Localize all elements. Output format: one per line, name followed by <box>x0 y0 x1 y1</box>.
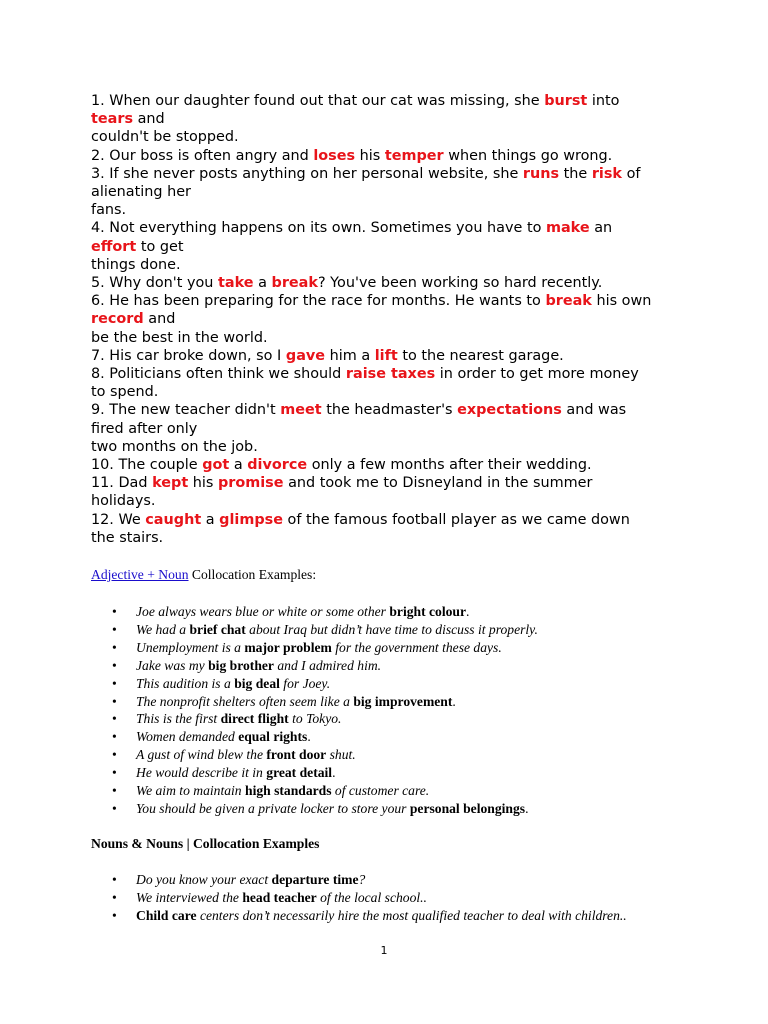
bullet-icon: • <box>112 783 117 799</box>
example-text: Do you know your exact <box>136 872 272 887</box>
example-text: This audition is a <box>136 675 235 691</box>
sentence-line <box>91 329 691 347</box>
example-list-item <box>112 764 538 782</box>
bullet-icon: • <box>112 765 117 781</box>
sentence-line <box>91 219 691 237</box>
sentence-text: ? You've been working so hard recently. <box>317 275 603 292</box>
sentence-text: only a few months after their wedding. <box>307 457 592 474</box>
example-punctuation: . <box>307 729 311 745</box>
sentence-text: a <box>229 457 248 474</box>
sentence-line <box>91 274 691 292</box>
sentence-item <box>91 92 691 147</box>
sentence-text: of <box>622 165 641 182</box>
example-list-item <box>112 782 538 800</box>
example-text: He would describe it in <box>136 765 267 781</box>
collocation-phrase: equal rights <box>238 729 308 745</box>
bullet-icon: • <box>112 907 117 923</box>
adjective-noun-heading-text: Collocation Examples: <box>188 567 317 582</box>
example-list-item <box>112 693 538 711</box>
sentence-line <box>91 128 691 146</box>
collocation-phrase: bright colour <box>389 604 467 619</box>
page-number: 1 <box>380 944 388 957</box>
sentence-text: two months on the job. <box>91 438 258 455</box>
example-list-item <box>112 907 627 925</box>
sentence-item <box>91 365 691 401</box>
example-text: We interviewed the <box>136 889 243 905</box>
collocation-highlight: break <box>545 293 592 310</box>
adjective-noun-link[interactable]: Adjective + Noun <box>91 567 189 582</box>
bullet-icon: • <box>112 889 117 905</box>
sentence-text: 11. Dad <box>91 475 153 492</box>
collocation-phrase: head teacher <box>242 889 317 905</box>
sentence-line <box>91 474 691 492</box>
collocation-highlight: gave <box>285 347 326 364</box>
sentence-line <box>91 201 691 219</box>
collocation-phrase: front door <box>266 747 327 763</box>
bullet-icon: • <box>112 729 117 745</box>
sentence-text: and <box>143 311 176 328</box>
collocation-highlight: caught <box>145 511 202 528</box>
adjective-noun-heading <box>91 567 316 583</box>
collocation-highlight: break <box>271 275 318 292</box>
sentence-line <box>91 420 691 438</box>
collocation-highlight: got <box>202 457 230 474</box>
example-text: The nonprofit shelters often seem like a <box>136 693 354 709</box>
sentence-item <box>91 147 691 165</box>
sentence-text: be the best in the world. <box>91 329 268 346</box>
collocation-phrase: brief chat <box>189 621 246 637</box>
sentence-text: and was <box>561 402 627 419</box>
sentence-text: and <box>133 111 165 128</box>
sentence-text: his <box>355 147 385 164</box>
sentence-text: his <box>188 475 218 492</box>
sentence-text: his own <box>591 293 652 310</box>
sentence-text: into <box>587 93 620 109</box>
sentence-item <box>91 165 691 220</box>
sentence-line <box>91 147 691 165</box>
example-list-item <box>112 657 538 675</box>
sentence-line <box>91 383 691 401</box>
sentence-item <box>91 292 691 347</box>
sentence-line <box>91 92 691 110</box>
sentence-line <box>91 310 691 328</box>
sentence-line <box>91 110 691 128</box>
sentence-text: 1. When our daughter found out that our cat was missing, she <box>91 93 545 109</box>
example-text: for the government these days. <box>331 639 502 655</box>
sentence-item <box>91 474 691 510</box>
sentence-text: 5. Why don't you <box>91 275 218 292</box>
collocation-highlight: loses <box>313 147 356 164</box>
example-list-item <box>112 639 538 657</box>
bullet-icon: • <box>112 675 117 691</box>
example-text: ? <box>358 872 366 887</box>
sentence-text: a <box>201 511 220 528</box>
example-list-item <box>112 621 538 639</box>
sentence-text: a <box>253 275 272 292</box>
sentence-line <box>91 292 691 310</box>
example-text: for Joey. <box>279 675 331 691</box>
collocation-highlight: runs <box>522 165 560 182</box>
collocation-phrase: great detail <box>266 765 333 781</box>
sentence-line <box>91 238 691 256</box>
bullet-icon: • <box>112 639 117 655</box>
sentence-item <box>91 219 691 274</box>
sentence-text: to the nearest garage. <box>397 347 564 364</box>
collocation-sentences <box>91 92 691 547</box>
collocation-highlight: temper <box>384 147 444 164</box>
example-text: centers don’t necessarily hire the most qualified teacher to deal with children.. <box>196 907 627 923</box>
collocation-phrase: high standards <box>245 783 332 799</box>
example-text: Jake was my <box>136 657 209 673</box>
collocation-phrase: big deal <box>234 675 280 691</box>
sentence-text: alienating her <box>91 184 191 201</box>
sentence-item <box>91 456 691 474</box>
sentence-text: 9. The new teacher didn't <box>91 402 281 419</box>
noun-noun-examples-list <box>112 871 627 925</box>
collocation-highlight: raise taxes <box>345 366 436 383</box>
collocation-phrase: personal belongings <box>409 800 526 816</box>
bullet-icon: • <box>112 800 117 816</box>
sentence-text: the headmaster's <box>321 402 458 419</box>
collocation-highlight: effort <box>91 238 137 255</box>
example-list-item <box>112 871 627 889</box>
example-list-item <box>112 800 538 818</box>
nouns-nouns-heading: Nouns & Nouns | Collocation Examples <box>91 836 320 851</box>
sentence-item <box>91 511 691 547</box>
collocation-highlight: expectations <box>457 402 562 419</box>
sentence-item <box>91 401 691 456</box>
sentence-text: 7. His car broke down, so I <box>91 347 286 364</box>
example-punctuation: . <box>332 765 336 781</box>
example-text: Women demanded <box>136 729 239 745</box>
sentence-line <box>91 511 691 529</box>
sentence-text: to spend. <box>91 384 159 401</box>
sentence-text: the stairs. <box>91 529 164 546</box>
sentence-line <box>91 456 691 474</box>
example-text: Joe always wears blue or white or some other <box>136 604 390 619</box>
collocation-phrase: big improvement <box>353 693 453 709</box>
example-list-item <box>112 603 538 621</box>
sentence-line <box>91 165 691 183</box>
bullet-icon: • <box>112 657 117 673</box>
example-text: You should be given a private locker to store your <box>136 800 410 816</box>
collocation-highlight: burst <box>544 93 588 109</box>
sentence-text: to get <box>136 238 184 255</box>
collocation-highlight: promise <box>217 475 284 492</box>
bullet-icon: • <box>112 604 117 619</box>
sentence-text: holidays. <box>91 493 156 510</box>
collocation-highlight: lift <box>374 347 398 364</box>
bullet-icon: • <box>112 621 117 637</box>
sentence-line <box>91 256 691 274</box>
sentence-text: when things go wrong. <box>443 147 613 164</box>
collocation-highlight: glimpse <box>219 511 283 528</box>
sentence-text: 8. Politicians often think we should <box>91 366 346 383</box>
sentence-text: couldn't be stopped. <box>91 129 239 146</box>
sentence-text: 6. He has been preparing for the race for months. He wants to <box>91 293 546 310</box>
sentence-text: in order to get more money <box>435 366 639 383</box>
collocation-highlight: divorce <box>247 457 308 474</box>
collocation-phrase: direct flight <box>220 711 289 727</box>
sentence-text: 3. If she never posts anything on her personal website, she <box>91 165 523 182</box>
example-list-item <box>112 746 538 764</box>
example-text: to Tokyo. <box>288 711 342 727</box>
sentence-text: 10. The couple <box>91 457 203 474</box>
example-text: and I admired him. <box>273 657 382 673</box>
example-text: This is the first <box>136 711 221 727</box>
bullet-icon: • <box>112 872 117 887</box>
sentence-text: things done. <box>91 256 181 273</box>
collocation-highlight: risk <box>591 165 622 182</box>
example-text: about Iraq but didn’t have time to discuss it properly. <box>245 621 538 637</box>
collocation-highlight: record <box>91 311 144 328</box>
example-text: of the local school.. <box>316 889 427 905</box>
collocation-highlight: take <box>218 275 254 292</box>
example-list-item <box>112 710 538 728</box>
sentence-text: fans. <box>91 202 127 219</box>
bullet-icon: • <box>112 693 117 709</box>
example-punctuation: . <box>525 800 529 816</box>
example-text: A gust of wind blew the <box>136 747 267 763</box>
sentence-text: him a <box>325 347 375 364</box>
collocation-phrase: big brother <box>208 657 274 673</box>
sentence-text: and took me to Disneyland in the summer <box>283 475 593 492</box>
sentence-line <box>91 347 691 365</box>
sentence-text: 2. Our boss is often angry and <box>91 147 314 164</box>
collocation-highlight: tears <box>91 111 134 128</box>
sentence-item <box>91 274 691 292</box>
collocation-phrase: departure time <box>271 872 359 887</box>
sentence-text: 12. We <box>91 511 146 528</box>
sentence-text: of the famous football player as we came down <box>282 511 630 528</box>
sentence-line <box>91 529 691 547</box>
sentence-text: an <box>589 220 613 237</box>
collocation-phrase: Child care <box>136 907 197 923</box>
example-list-item <box>112 889 627 907</box>
sentence-line <box>91 401 691 419</box>
sentence-line <box>91 183 691 201</box>
sentence-text: fired after only <box>91 420 198 437</box>
example-text: We had a <box>136 621 190 637</box>
sentence-line <box>91 438 691 456</box>
example-punctuation: . <box>466 604 470 619</box>
example-text: of customer care. <box>331 783 430 799</box>
example-list-item <box>112 675 538 693</box>
example-text: Unemployment is a <box>136 639 245 655</box>
example-text: shut. <box>326 747 356 763</box>
example-punctuation: . <box>452 693 456 709</box>
adjective-noun-examples-list <box>112 603 538 818</box>
sentence-line <box>91 492 691 510</box>
bullet-icon: • <box>112 747 117 763</box>
collocation-highlight: kept <box>152 475 189 492</box>
sentence-text: 4. Not everything happens on its own. Sometimes you have to <box>91 220 546 237</box>
collocation-highlight: meet <box>280 402 322 419</box>
collocation-highlight: make <box>545 220 590 237</box>
sentence-line <box>91 365 691 383</box>
sentence-text: the <box>559 165 592 182</box>
collocation-phrase: major problem <box>244 639 332 655</box>
sentence-item <box>91 347 691 365</box>
bullet-icon: • <box>112 711 117 727</box>
example-text: We aim to maintain <box>136 783 246 799</box>
example-list-item <box>112 728 538 746</box>
